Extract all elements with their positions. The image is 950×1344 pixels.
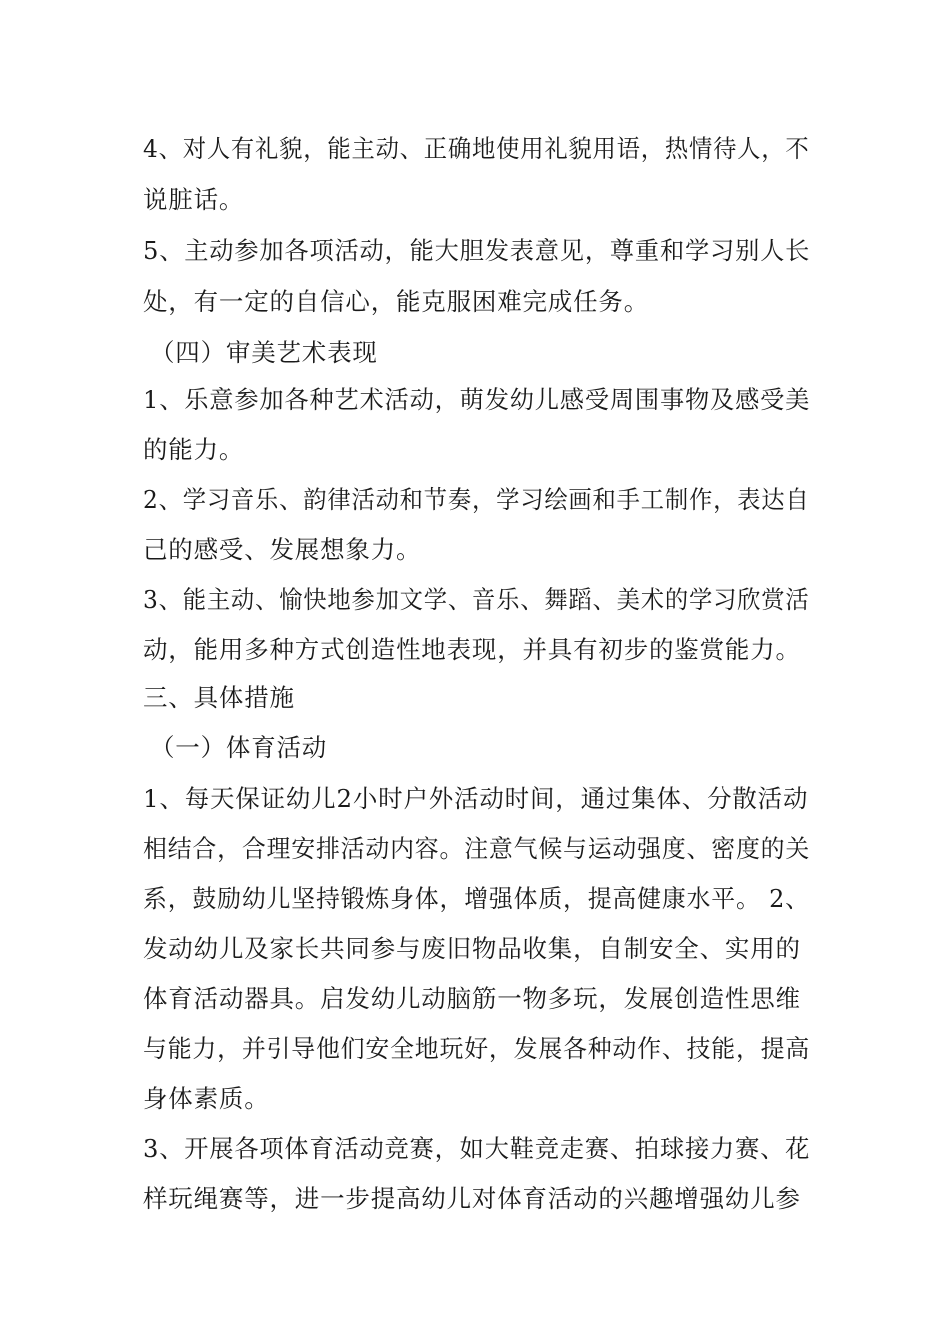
text-line: 1、乐意参加各种艺术活动，萌发幼儿感受周围事物及感受美 <box>143 385 811 414</box>
text-line: 动，能用多种方式创造性地表现，并具有初步的鉴赏能力。 <box>143 635 801 664</box>
text-line: 相结合，合理安排活动内容。注意气候与运动强度、密度的关 <box>143 834 811 863</box>
section-heading: （四）审美艺术表现 <box>150 338 378 367</box>
text-line: 发动幼儿及家长共同参与废旧物品收集，自制安全、实用的 <box>143 934 801 963</box>
text-line: 己的感受、发展想象力。 <box>143 535 422 564</box>
text-line: 3、开展各项体育活动竞赛，如大鞋竞走赛、拍球接力赛、花 <box>143 1134 811 1163</box>
text-line: 与能力，并引导他们安全地玩好，发展各种动作、技能，提高 <box>143 1034 811 1063</box>
text-line: 的能力。 <box>143 435 245 464</box>
section-heading: 三、具体措施 <box>143 683 295 712</box>
text-line: 系，鼓励幼儿坚持锻炼身体，增强体质，提高健康水平。 2、 <box>143 884 810 913</box>
text-line: 4、对人有礼貌，能主动、正确地使用礼貌用语，热情待人，不 <box>143 134 810 163</box>
text-line: 体育活动器具。启发幼儿动脑筋一物多玩，发展创造性思维 <box>143 984 801 1013</box>
text-line: 说脏话。 <box>143 185 245 214</box>
text-line: 1、每天保证幼儿2小时户外活动时间，通过集体、分散活动 <box>143 784 809 813</box>
text-line: 5、主动参加各项活动，能大胆发表意见，尊重和学习别人长 <box>143 236 811 265</box>
text-line: 3、能主动、愉快地参加文学、音乐、舞蹈、美术的学习欣赏活 <box>143 585 810 614</box>
text-line: 身体素质。 <box>143 1084 270 1113</box>
text-line: 2、学习音乐、韵律活动和节奏，学习绘画和手工制作，表达自 <box>143 485 810 514</box>
text-line: 处，有一定的自信心，能克服困难完成任务。 <box>143 287 649 316</box>
text-line: 样玩绳赛等，进一步提高幼儿对体育活动的兴趣增强幼儿参 <box>143 1184 801 1213</box>
section-heading: （一）体育活动 <box>150 733 328 762</box>
